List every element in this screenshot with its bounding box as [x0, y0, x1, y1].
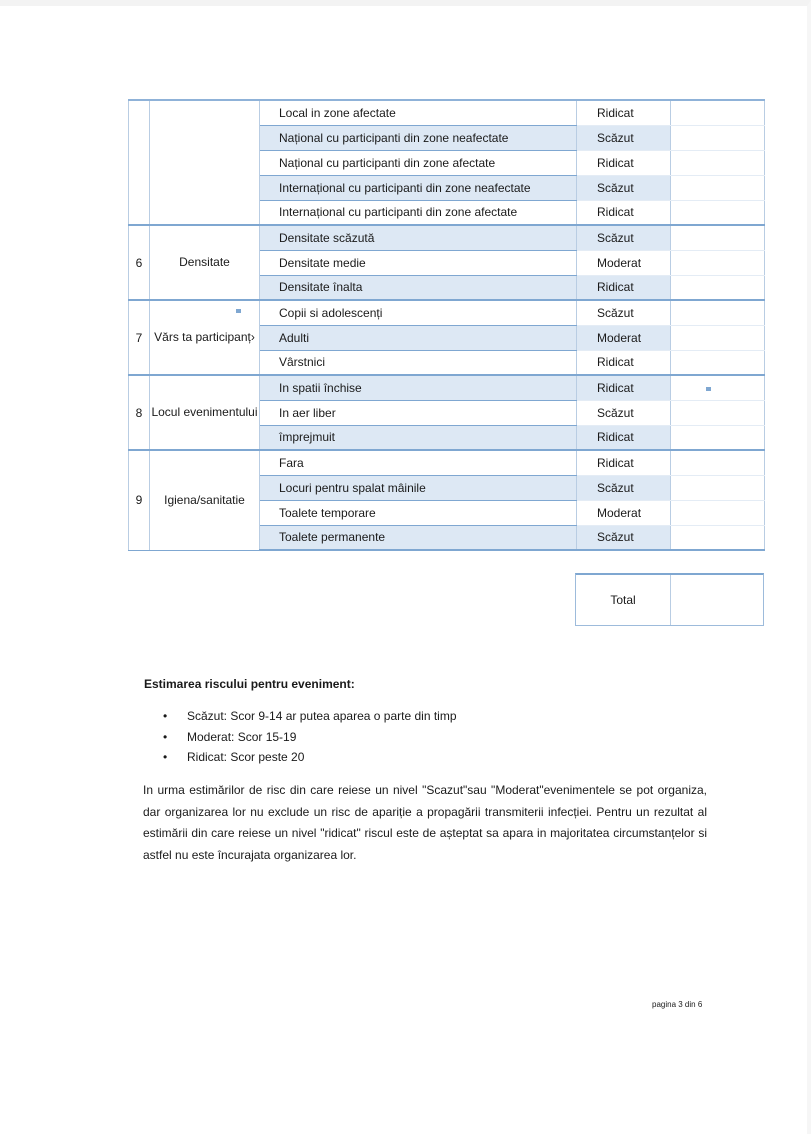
estimation-paragraph: In urma estimărilor de risc din care reiese un nivel "Scazut"sau "Moderat"evenimentele se pot organiza, dar organizarea lor nu exclude un risc de apariție a propagării transmiterii infecției. Pentru un rezultat al estimării din care reiese un nivel "ridicat" riscul este de așteptat sa apara in majoritatea circumstanțelor si astfel nu este încurajata organizarea lor. [143, 783, 707, 862]
risk-level-cell: Ridicat [577, 425, 671, 450]
score-entry-cell [671, 475, 765, 500]
risk-level-cell: Ridicat [577, 450, 671, 475]
page-number: pagina 3 din 6 [652, 1000, 703, 1009]
risk-level-cell: Scăzut [577, 175, 671, 200]
parameter-cell: In spatii închise [260, 375, 577, 400]
score-entry-cell [671, 400, 765, 425]
score-entry-cell [671, 325, 765, 350]
risk-level-cell: Ridicat [577, 150, 671, 175]
score-entry-cell [671, 425, 765, 450]
table-row [129, 100, 765, 125]
score-entry-cell [671, 450, 765, 475]
score-entry-cell [671, 175, 765, 200]
parameter-cell: Densitate medie [260, 250, 577, 275]
risk-levels-list [160, 706, 457, 768]
parameter-cell: împrejmuit [260, 425, 577, 450]
parameter-cell: Densitate scăzută [260, 225, 577, 250]
criterion-name [150, 100, 260, 225]
criterion-number: 9 [129, 450, 150, 550]
score-entry-cell [671, 375, 765, 400]
risk-level-cell: Ridicat [577, 100, 671, 125]
score-entry-cell [671, 100, 765, 125]
score-entry-cell [671, 300, 765, 325]
parameter-cell: Densitate înalta [260, 275, 577, 300]
list-item: • Ridicat: Scor peste 20 [160, 747, 457, 768]
score-entry-cell [671, 150, 765, 175]
parameter-cell: Național cu participanti din zone afectate [260, 150, 577, 175]
parameter-cell: Adulti [260, 325, 577, 350]
score-entry-cell [671, 225, 765, 250]
table-row [129, 225, 765, 250]
parameter-cell: Vârstnici [260, 350, 577, 375]
criterion-name: Locul evenimentului [150, 375, 260, 450]
risk-level-cell: Ridicat [577, 275, 671, 300]
risk-level-cell: Moderat [577, 325, 671, 350]
criterion-name: Igiena/sanitatie [150, 450, 260, 550]
parameter-cell: Internațional cu participanti din zone neafectate [260, 175, 577, 200]
parameter-cell: Locuri pentru spalat mâinile [260, 475, 577, 500]
risk-level-cell: Scăzut [577, 525, 671, 550]
score-entry-cell [671, 200, 765, 225]
parameter-cell: Toalete temporare [260, 500, 577, 525]
total-label: Total [576, 575, 671, 625]
list-item: • Moderat: Scor 15-19 [160, 727, 457, 748]
parameter-cell: Copii si adolescenți [260, 300, 577, 325]
parameter-cell: In aer liber [260, 400, 577, 425]
parameter-cell: Local in zone afectate [260, 100, 577, 125]
estimation-title: Estimarea riscului pentru eveniment: [144, 677, 355, 691]
risk-level-cell: Moderat [577, 500, 671, 525]
score-entry-cell [671, 125, 765, 150]
table-row [129, 375, 765, 400]
risk-level-cell: Ridicat [577, 350, 671, 375]
risk-assessment-table [128, 99, 765, 551]
criterion-name: Densitate [150, 225, 260, 300]
risk-level-cell: Scăzut [577, 225, 671, 250]
parameter-cell: Național cu participanti din zone neafectate [260, 125, 577, 150]
list-item: • Scăzut: Scor 9-14 ar putea aparea o parte din timp [160, 706, 457, 727]
criterion-number: 7 [129, 300, 150, 375]
criterion-number [129, 100, 150, 225]
score-entry-cell [671, 350, 765, 375]
risk-level-cell: Ridicat [577, 200, 671, 225]
score-entry-cell [671, 525, 765, 550]
risk-level-cell: Moderat [577, 250, 671, 275]
risk-level-cell: Scăzut [577, 400, 671, 425]
criterion-name: Vărs ta participanț› [150, 300, 260, 375]
table-row [129, 450, 765, 475]
score-entry-cell [671, 250, 765, 275]
risk-level-cell: Scăzut [577, 125, 671, 150]
total-value-cell [671, 575, 763, 625]
table-marker [706, 387, 711, 391]
risk-level-cell: Scăzut [577, 300, 671, 325]
total-box [575, 573, 764, 626]
risk-level-cell: Ridicat [577, 375, 671, 400]
parameter-cell: Internațional cu participanti din zone afectate [260, 200, 577, 225]
criterion-number: 8 [129, 375, 150, 450]
table-row [129, 300, 765, 325]
score-entry-cell [671, 500, 765, 525]
parameter-cell: Fara [260, 450, 577, 475]
table-marker [236, 309, 241, 313]
parameter-cell: Toalete permanente [260, 525, 577, 550]
criterion-number: 6 [129, 225, 150, 300]
score-entry-cell [671, 275, 765, 300]
risk-level-cell: Scăzut [577, 475, 671, 500]
